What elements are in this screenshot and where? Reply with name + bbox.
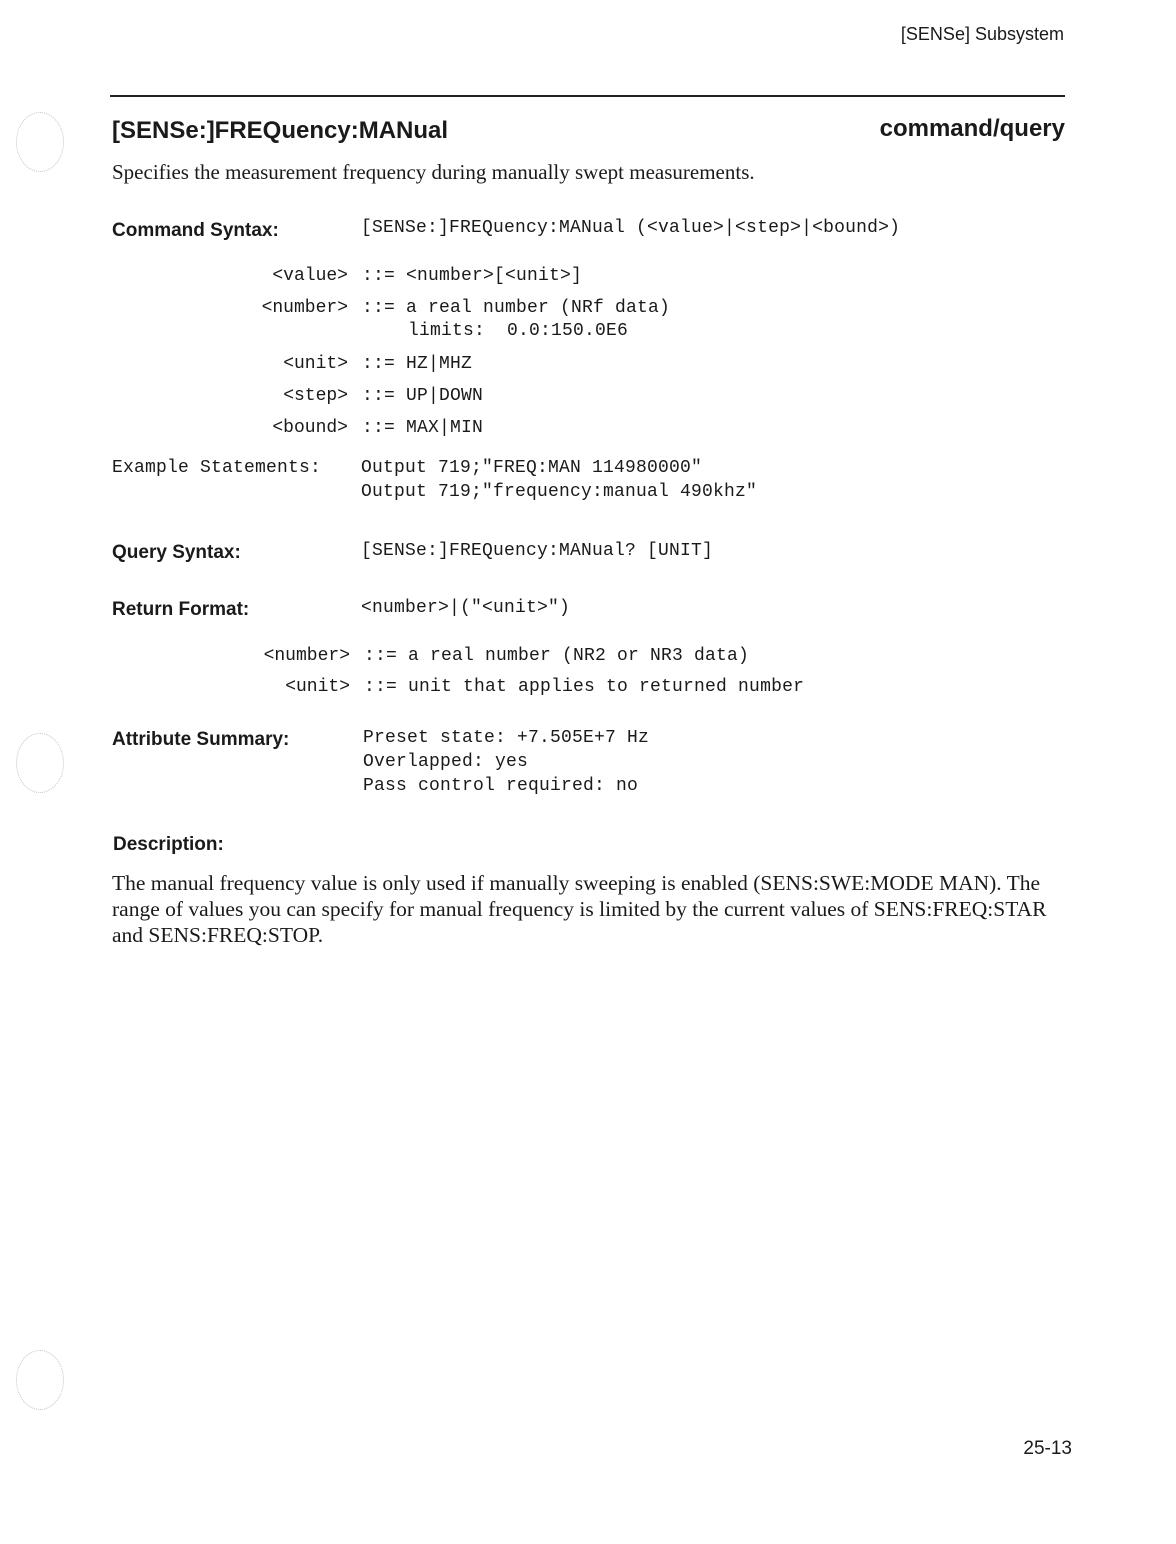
attribute-summary-label: Attribute Summary: <box>112 729 290 750</box>
return-param-name: <number> <box>263 646 350 666</box>
param-name: <bound> <box>272 418 348 438</box>
command-syntax-label: Command Syntax: <box>112 220 279 241</box>
punch-hole <box>16 112 64 172</box>
punch-hole <box>16 1350 64 1410</box>
param-limits: limits: 0.0:150.0E6 <box>408 321 629 341</box>
param-definition: ::= <number>[<unit>] <box>362 266 583 286</box>
param-name: <unit> <box>283 354 348 374</box>
running-header: [SENSe] Subsystem <box>900 24 1064 44</box>
param-definition: ::= HZ|MHZ <box>362 354 473 374</box>
example-statement: Output 719;"FREQ:MAN 114980000" <box>361 458 703 478</box>
return-param-definition: ::= a real number (NR2 or NR3 data) <box>364 646 750 666</box>
command-syntax: [SENSe:]FREQuency:MANual (<value>|<step>|<bound>) <box>361 218 901 238</box>
query-syntax: [SENSe:]FREQuency:MANual? [UNIT] <box>361 541 714 561</box>
return-param-name: <unit> <box>285 677 350 697</box>
return-format: <number>|("<unit>") <box>361 598 571 618</box>
param-name: <step> <box>283 386 348 406</box>
param-name: <value> <box>272 266 348 286</box>
example-statements-label: Example Statements: <box>112 458 322 478</box>
description-text: The manual frequency value is only used if manually sweeping is enabled (SENS:SWE:MODE MAN). The range of values you can specify for manual frequency is limited by the current values of SENS:FREQ:STAR and SENS:FREQ:STOP. <box>112 871 1047 947</box>
query-syntax-label: Query Syntax: <box>112 542 241 563</box>
command-summary: Specifies the measurement frequency during manually swept measurements. <box>112 160 755 184</box>
command-type: command/query <box>879 115 1065 142</box>
attribute-line: Overlapped: yes <box>363 752 529 772</box>
punch-hole <box>16 733 64 793</box>
page-number: 25-13 <box>1023 1438 1072 1459</box>
command-title: [SENSe:]FREQuency:MANual <box>112 117 449 144</box>
param-definition: ::= MAX|MIN <box>362 418 484 438</box>
return-format-label: Return Format: <box>112 599 250 620</box>
param-definition: ::= UP|DOWN <box>362 386 484 406</box>
example-statement: Output 719;"frequency:manual 490khz" <box>361 482 758 502</box>
param-definition: ::= a real number (NRf data) <box>362 298 671 318</box>
return-param-definition: ::= unit that applies to returned number <box>364 677 805 697</box>
param-name: <number> <box>261 298 348 318</box>
attribute-line: Preset state: +7.505E+7 Hz <box>363 728 650 748</box>
header-rule <box>110 95 1065 97</box>
description-label: Description: <box>113 834 224 855</box>
attribute-line: Pass control required: no <box>363 776 639 796</box>
